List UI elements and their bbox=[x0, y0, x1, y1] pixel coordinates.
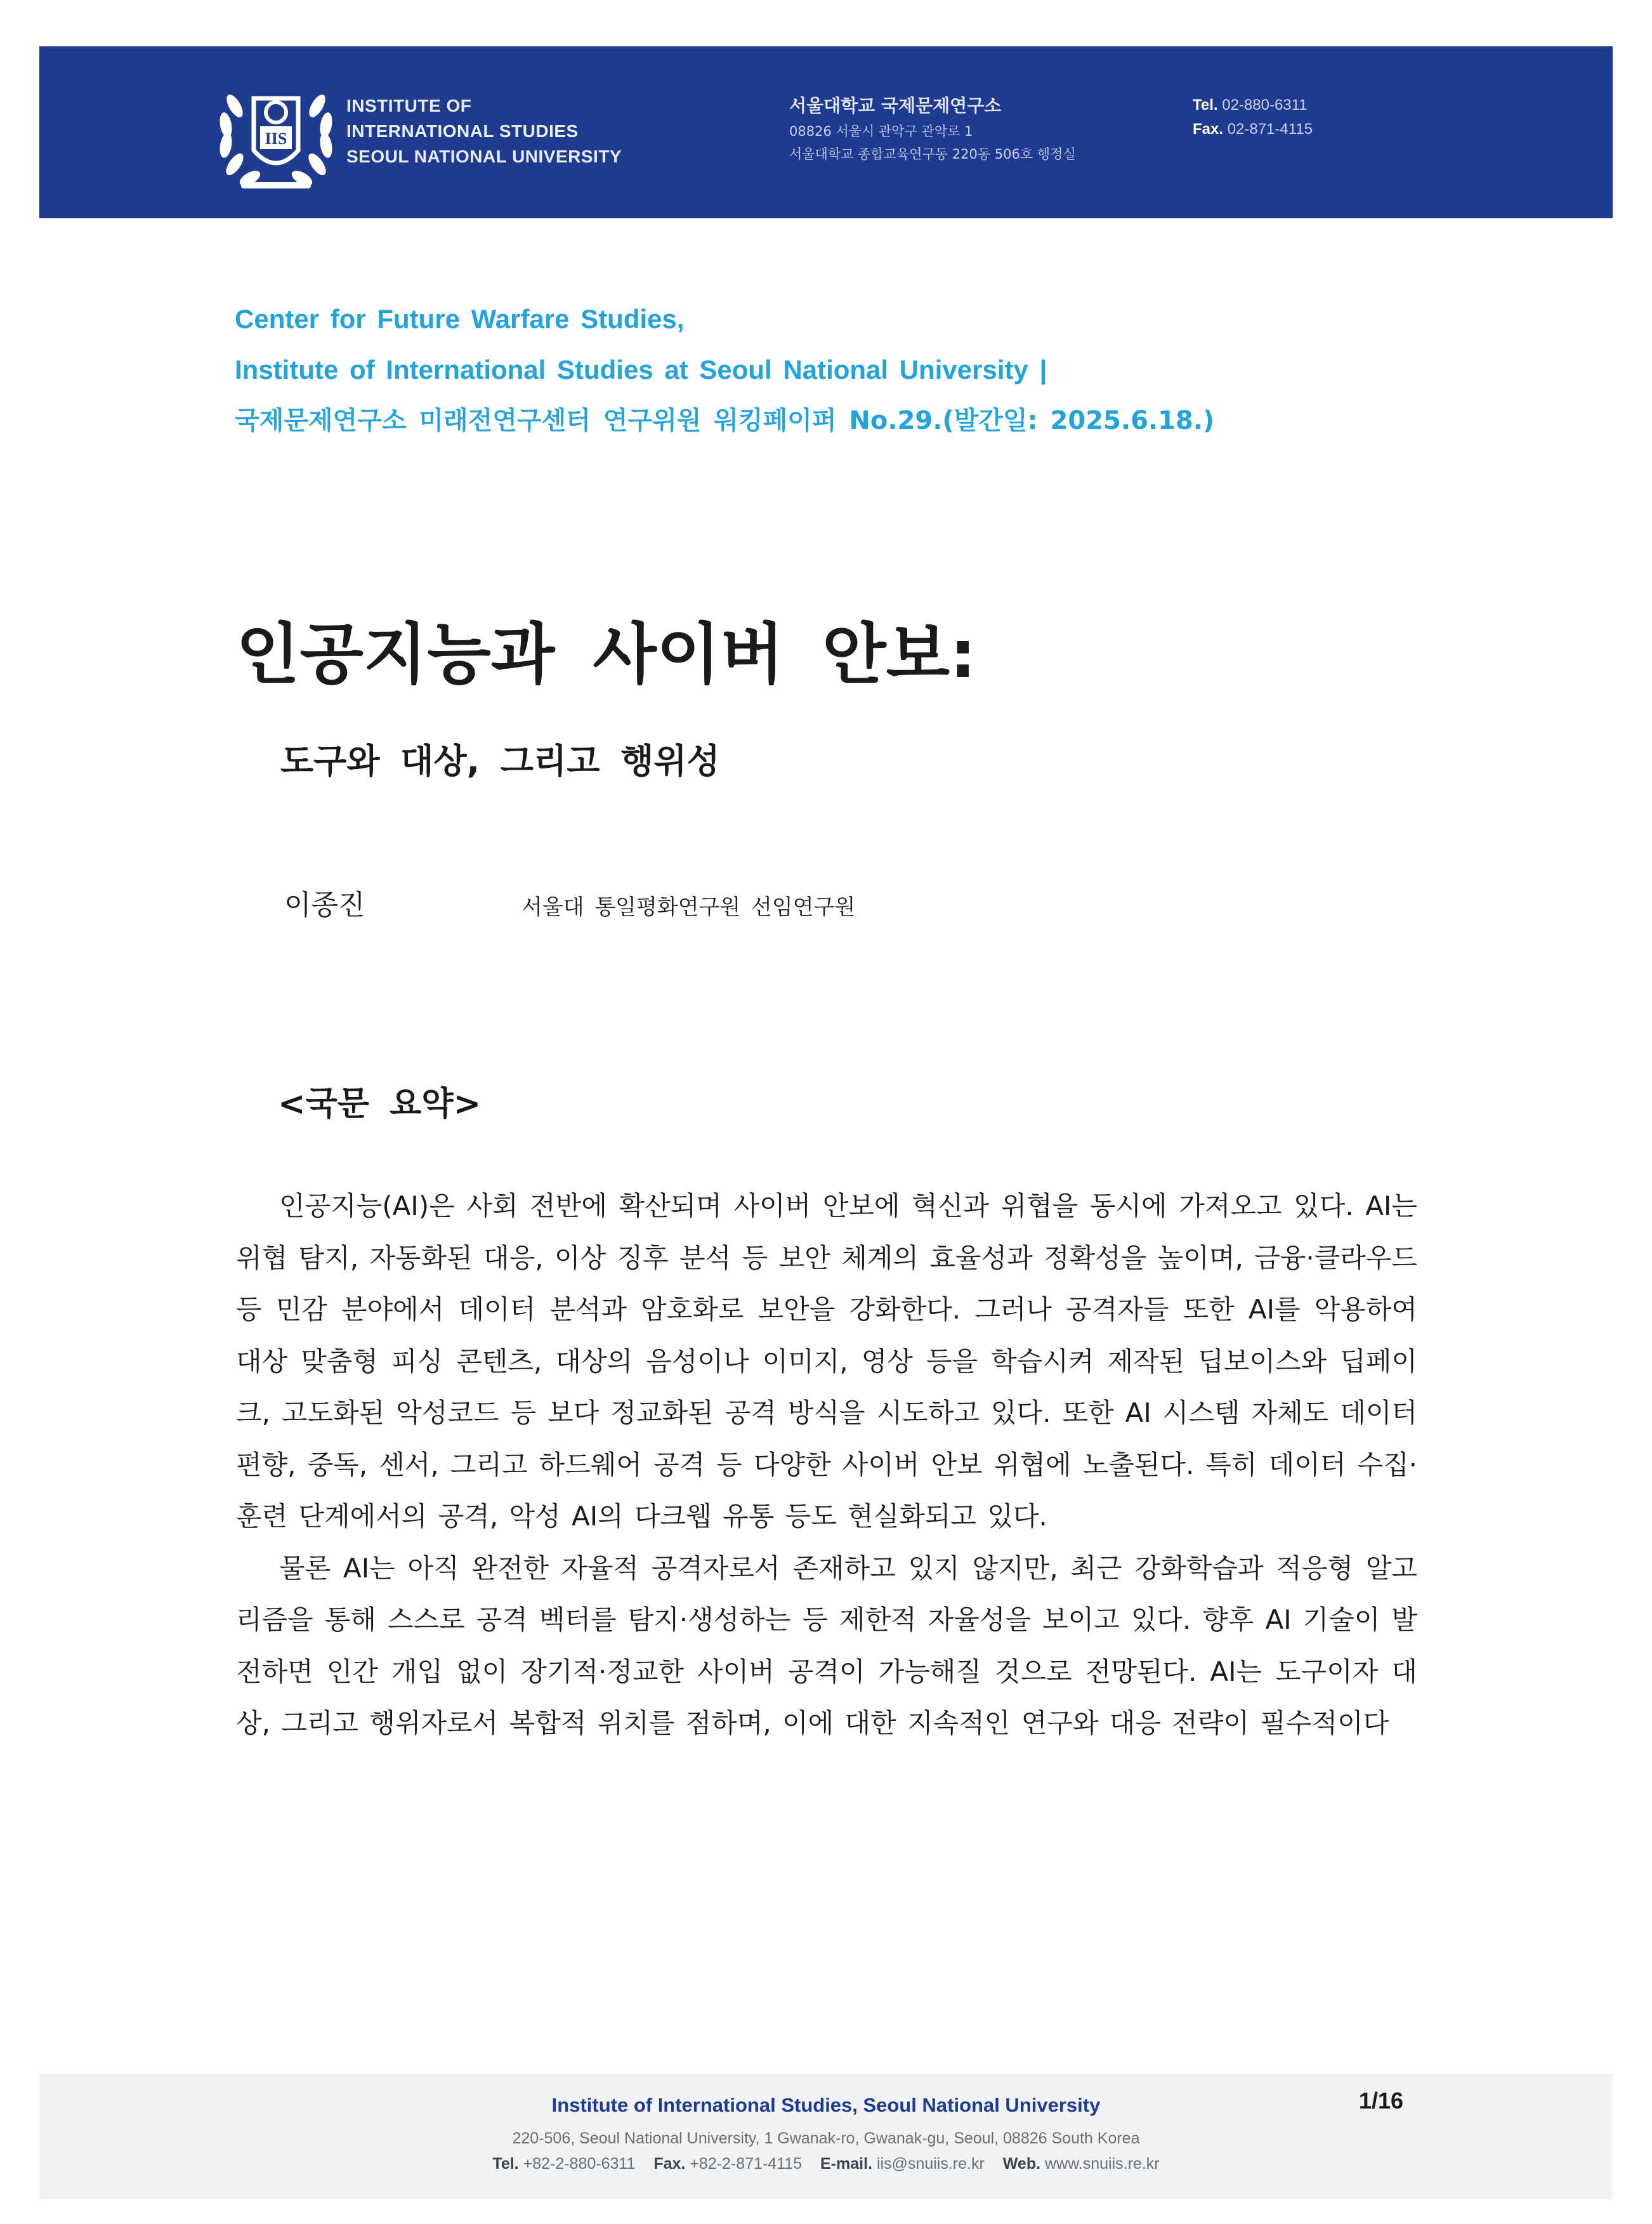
institute-name-en bbox=[346, 93, 622, 169]
series-line-3: 국제문제연구소 미래전연구센터 연구위원 워킹페이퍼 No.29.(발간일: 2025.6.18.) bbox=[235, 406, 1215, 435]
fax-value: 02-871-4115 bbox=[1227, 121, 1313, 138]
author-affiliation: 서울대 통일평화연구원 선임연구원 bbox=[521, 895, 856, 920]
footer-tel: +82-2-880-6311 bbox=[523, 2155, 636, 2173]
institute-name-line: SEOUL NATIONAL UNIVERSITY bbox=[346, 147, 622, 166]
footer-web-label: Web. bbox=[1002, 2155, 1041, 2173]
footer-email: iis@snuiis.re.kr bbox=[876, 2155, 985, 2173]
abstract-paragraph: 인공지능(AI)은 사회 전반에 확산되며 사이버 안보에 혁신과 위협을 동시에 가져오고 있다. AI는 위협 탐지, 자동화된 대응, 이상 징후 분석 등 보안 체계의 효율성과 정확성을 높이며, 금융·클라우드 등 민감 분야에서 데이터 분석과 암호화로 보안을 강화한다. 그러나 공격자들 또한 AI를 악용하여 대상 맞춤형 피싱 콘텐츠, 대상의 음성이나 이미지, 영상 등을 학습시켜 제작된 딥보이스와 딥페이크, 고도화된 악성코드 등 보다 정교화된 공격 방식을 시도하고 있다. 또한 AI 시스템 자체도 데이터 편향, 중독, 센서, 그리고 하드웨어 공격 등 다양한 사이버 안보 위협에 노출된다. 특히 데이터 수집·훈련 단계에서의 공격, 악성 AI의 다크웹 유통 등도 현실화되고 있다. bbox=[236, 1190, 1417, 1532]
header-fax bbox=[1193, 117, 1313, 141]
header-tel bbox=[1193, 93, 1313, 117]
svg-text:IIS: IIS bbox=[265, 129, 287, 148]
abstract-heading: <국문 요약> bbox=[278, 1085, 482, 1123]
header-contact bbox=[1193, 93, 1313, 141]
footer-web: www.snuiis.re.kr bbox=[1044, 2155, 1160, 2173]
snu-emblem-logo bbox=[209, 81, 343, 194]
fax-label: Fax. bbox=[1193, 121, 1224, 138]
footer-band bbox=[39, 2074, 1613, 2199]
series-line-2: Institute of International Studies at Seoul National University | bbox=[235, 355, 1047, 385]
footer-contact bbox=[39, 2151, 1613, 2176]
footer-address: 220-506, Seoul National University, 1 Gwanak-ro, Gwanak-gu, Seoul, 08826 South Korea bbox=[512, 2129, 1140, 2147]
footer-title: Institute of International Studies, Seoul National University bbox=[551, 2094, 1101, 2116]
footer-email-label: E-mail. bbox=[820, 2155, 872, 2173]
institute-kr-block bbox=[789, 92, 1076, 166]
abstract-body bbox=[236, 1180, 1417, 1749]
header-band bbox=[39, 46, 1613, 218]
footer-fax: +82-2-871-4115 bbox=[690, 2155, 803, 2173]
series-info bbox=[235, 294, 1214, 446]
paper-subtitle: 도구와 대상, 그리고 행위성 bbox=[280, 741, 720, 781]
paper-title: 인공지능과 사이버 안보: bbox=[236, 615, 976, 693]
tel-value: 02-880-6311 bbox=[1222, 96, 1308, 114]
footer-fax-label: Fax. bbox=[653, 2155, 686, 2173]
series-line-1: Center for Future Warfare Studies, bbox=[235, 304, 685, 334]
abstract-paragraph: 물론 AI는 아직 완전한 자율적 공격자로서 존재하고 있지 않지만, 최근 강화학습과 적응형 알고리즘을 통해 스스로 공격 벡터를 탐지·생성하는 등 제한적 자율성을 보이고 있다. 향후 AI 기술이 발전하면 인간 개입 없이 장기적·정교한 사이버 공격이 가능해질 것으로 전망된다. AI는 도구이자 대상, 그리고 행위자로서 복합적 위치를 점하며, 이에 대한 지속적인 연구와 대응 전략이 필수적이다 bbox=[236, 1552, 1417, 1739]
institute-name-line: INTERNATIONAL STUDIES bbox=[346, 121, 579, 141]
page-number: 1/16 bbox=[1359, 2088, 1404, 2114]
institute-office-kr: 서울대학교 종합교육연구동 220동 506호 행정실 bbox=[789, 147, 1076, 162]
author-name: 이종진 bbox=[284, 889, 365, 921]
institute-address-kr: 08826 서울시 관악구 관악로 1 bbox=[789, 124, 973, 139]
institute-name-line: INSTITUTE OF bbox=[346, 96, 472, 115]
institute-name-kr: 서울대학교 국제문제연구소 bbox=[789, 95, 1002, 116]
footer-tel-label: Tel. bbox=[492, 2155, 519, 2173]
tel-label: Tel. bbox=[1193, 96, 1218, 114]
